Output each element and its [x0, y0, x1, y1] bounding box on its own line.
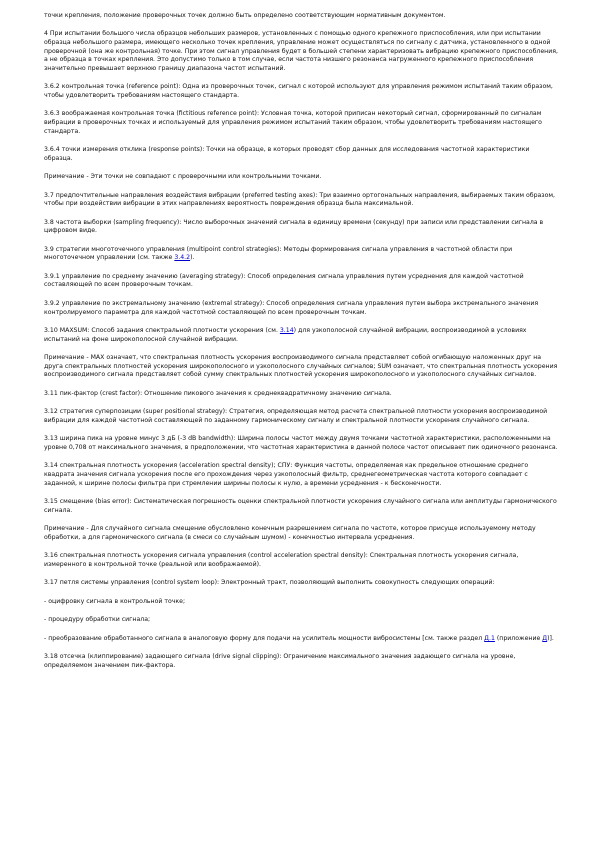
term-3-13-3db-bandwidth: 3.13 ширина пика на уровне минус 3 дБ (-3 dB bandwidth): Ширина полосы частот между двумя точками частотной характеристики, расположенными на уровне 0,708 от максимального значения, в предположении, что частотная характеристика в данной полосе частот описывает пик одиночного резонанса.	[44, 435, 558, 451]
term-3-6-2-reference-point: 3.6.2 контрольная точка (reference point): Одна из проверочных точек, сигнал с которой используют для управления режимом испытаний таким образом, чтобы удовлетворить требованиям настоящего стандарта.	[44, 83, 553, 99]
term-3-6-4-response-points: 3.6.4 точки измерения отклика (response points): Точки на образце, в которых проводят сбор данных для исследования частотной характеристики образца.	[44, 146, 530, 162]
term-3-8-sampling-frequency: 3.8 частота выборки (sampling frequency): Число выборочных значений сигнала в единицу времени (секунду) при записи или представлении сигнала в цифровом виде.	[44, 218, 544, 235]
term-3-11-crest-factor: 3.11 пик-фактор (crest factor): Отношение пикового значения к среднеквадратичному значению сигнала.	[44, 389, 392, 397]
ref-link-appendix-d[interactable]: Д	[542, 634, 548, 642]
list-item-convert-analog	[44, 635, 559, 644]
list-item-processing: - процедуру обработки сигнала;	[44, 616, 151, 624]
note-maxsum: Примечание - MAX означает, что спектральная плотность ускорения воспроизводимого сигнала представляет собой огибающую наложенных друг на друга спектральных плотностей ускорения широкополосного и узкополосного случайных сигналов; SUM означает, что спектральная плотность ускорения воспроизводимого сигнала представляет собой сумму спектральных плотностей ускорения широкополосного и узкополосного случайных сигналов.	[44, 354, 558, 379]
term-3-14-acceleration-spectral-density: 3.14 спектральная плотность ускорения (acceleration spectral density); СПУ: Функция частоты, определяемая как предельное отношение среднего квадрата значения сигнала ускорения после его прохождения через узкополосный фильтр, среднегеометрическая частота которого совпадает с заданной, к ширине полосы фильтра при стремлении ширины полосы к нулю, а времени усреднения - к бесконечности.	[44, 462, 529, 487]
note-4-small-specimens: 4 При испытании большого числа образцов небольших размеров, установленных с помощью одного крепежного приспособления, или при испытании образца небольшого размера, имеющего несколько точек крепления, управление может осуществляться по сигналу с датчика, установленного в одной проверочной (она же контрольная) точке. При этом сигнал управления будет в большей степени характеризовать вибрацию крепежного приспособления, а не образца в точках крепления. Это допустимо только в том случае, если частота низшего резонанса нагруженного крепежного приспособления значительно превышает верхнюю границу диапазона частот испытаний.	[44, 30, 558, 72]
term-3-15-bias-error: 3.15 смещение (bias error): Систематическая погрешность оценки спектральной плотности ускорения случайного сигнала или амплитуды гармонического сигнала.	[44, 498, 557, 514]
note-response-points: Примечание - Эти точки не совпадают с проверочными или контрольными точками.	[44, 173, 322, 181]
term-3-10-text-end: ) для узкополосной случайной вибрации, воспроизводимой в условиях испытаний на фоне широкополосной случайной вибрации.	[44, 327, 527, 343]
ref-link-3-14[interactable]: 3.14	[279, 327, 294, 335]
term-3-9-multipoint-control-strategies	[44, 246, 559, 263]
list-item-convert-text-end: )].	[547, 634, 554, 642]
term-3-10-maxsum	[44, 327, 559, 344]
term-3-12-super-positional-strategy: 3.12 стратегия суперпозиции (super positional strategy): Стратегия, определяющая метод расчета спектральной плотности ускорения воспроизводимой вибрации для каждой частотной составляющей по заданному гармоническому сигналу и спектральной плотности ускорения случайного сигнала.	[44, 408, 548, 424]
term-3-17-control-system-loop: 3.17 петля системы управления (control system loop): Электронный тракт, позволяющий выполнить совокупность следующих операций:	[44, 579, 495, 587]
note-bias-error: Примечание - Для случайного сигнала смещение обусловлено конечным разрешением сигнала по частоте, которое присуще используемому методу обработки, а для гармонического сигнала (в смеси со случайным шумом) - конечностью интервала усреднения.	[44, 525, 536, 541]
list-item-digitize: - оцифровку сигнала в контрольной точке;	[44, 597, 186, 605]
term-3-9-text-start: 3.9 стратегии многоточечного управления (multipoint control strategies): Методы формирования сигнала управления в частотной области при многоточечном управлении (см. также	[44, 245, 513, 262]
term-3-9-text-end: ).	[190, 254, 195, 262]
term-3-7-preferred-testing-axes: 3.7 предпочтительные направления воздействия вибрации (preferred testing axes): Три взаимно ортогональных направления, выбираемых таким образом, чтобы при воздействии вибрации в этих направлениях вероятность повреждения образца была максимальной.	[44, 191, 556, 208]
term-3-9-1-averaging-strategy: 3.9.1 управление по среднему значению (averaging strategy): Способ определения сигнала управления путем усреднения для каждой частотной составляющей по всем проверочным точкам.	[44, 272, 524, 289]
ref-link-d-1[interactable]: Д.1	[484, 634, 495, 642]
term-3-6-3-fictitious-reference-point: 3.6.3 воображаемая контрольная точка (fictitious reference point): Условная точка, которой приписан некоторый сигнал, сформированный по сигналам вибрации в проверочных точках и используемый для управления режимом испытаний таким образом, чтобы удовлетворить требованиям настоящего стандарта.	[44, 110, 542, 135]
list-item-convert-text-mid: (приложение	[494, 634, 543, 642]
ref-link-3-4-2[interactable]: 3.4.2	[174, 254, 191, 262]
term-3-16-control-asd: 3.16 спектральная плотность ускорения сигнала управления (control acceleration spectral density): Спектральная плотность ускорения сигнала, измеренного в контрольной точке (реальной или воображаемой).	[44, 552, 519, 568]
paragraph-fixing-points: точки крепления, положение проверочных точек должно быть определено соответствующим нормативным документом.	[44, 12, 446, 19]
term-3-18-drive-signal-clipping: 3.18 отсечка (клиппирование) задающего сигнала (drive signal clipping): Ограничение максимального значения задающего сигнала на уровне, определяемом значением пик-фактора.	[44, 653, 516, 669]
term-3-10-text-start: 3.10 MAXSUM: Способ задания спектральной плотности ускорения (см.	[44, 327, 280, 335]
term-3-9-2-extremal-strategy: 3.9.2 управление по экстремальному значению (extremal strategy): Способ определения сигнала управления путем выбора экстремального значения контролируемого параметра для каждой частотной составляющей по всем проверочным точкам.	[44, 299, 539, 316]
list-item-convert-text-start: - преобразование обработанного сигнала в аналоговую форму для подачи на усилитель мощности вибросистемы [см. также раздел	[44, 634, 485, 642]
